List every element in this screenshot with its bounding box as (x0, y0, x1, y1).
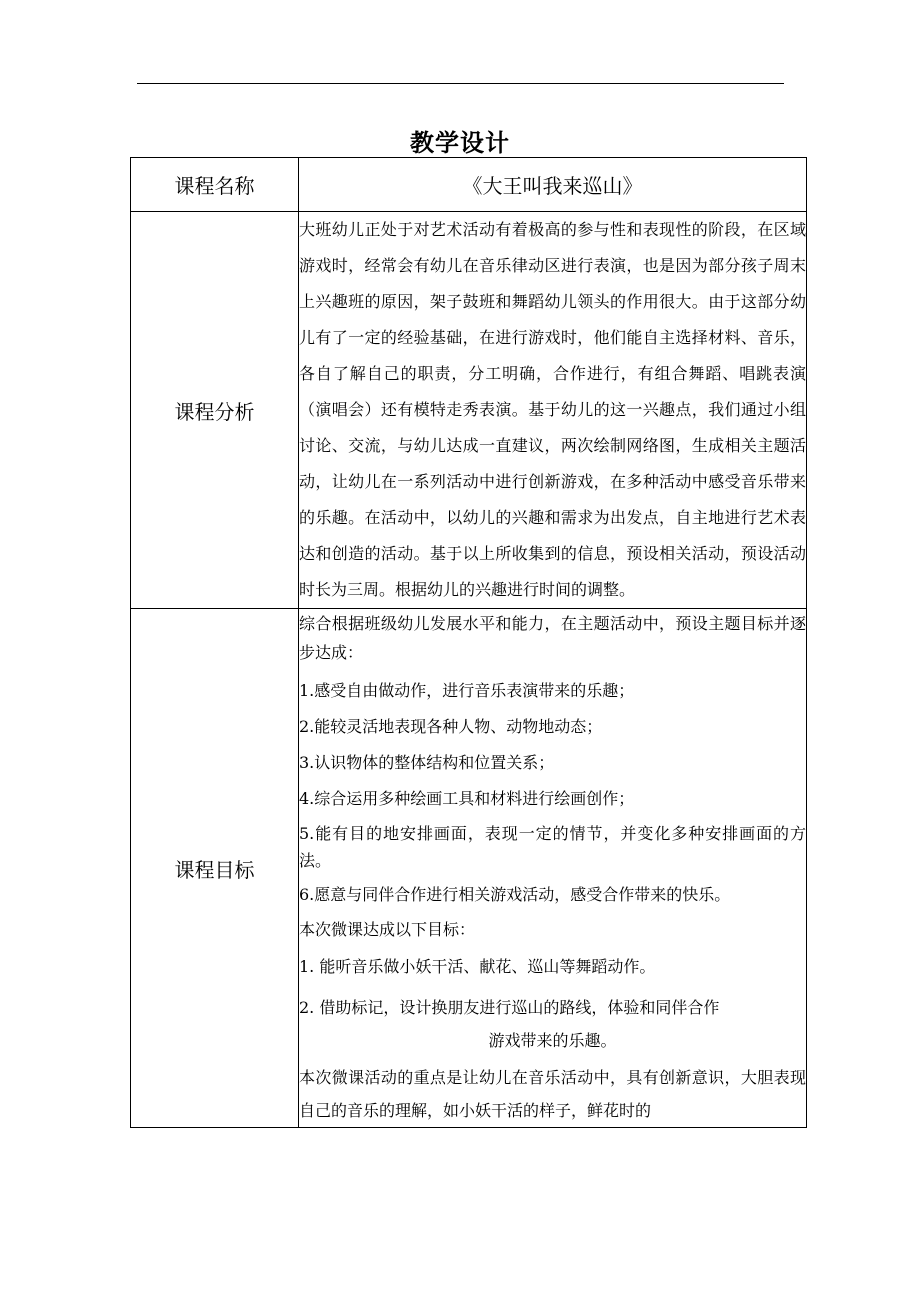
micro-goal-item (299, 987, 806, 1061)
course-name-label: 课程名称 (131, 158, 299, 212)
course-name-value: 《大王叫我来巡山》 (299, 158, 807, 212)
micro-goal-2-line-2: 游戏带来的乐趣。 (488, 1031, 617, 1050)
course-name-row (131, 158, 807, 212)
course-goals-cell (299, 609, 807, 1128)
course-analysis-text: 大班幼儿正处于对艺术活动有着极高的参与性和表现性的阶段，在区域游戏时，经常会有幼儿在音乐律动区进行表演，也是因为部分孩子周末上兴趣班的原因，架子鼓班和舞蹈幼儿领头的作用很大。由于这部分幼儿有了一定的经验基础，在进行游戏时，他们能自主选择材料、音乐，各自了解自己的职责，分工明确，合作进行，有组合舞蹈、唱跳表演（演唱会）还有模特走秀表演。基于幼儿的这一兴趣点，我们通过小组讨论、交流，与幼儿达成一直建议，两次绘制网络图，生成相关主题活动，让幼儿在一系列活动中进行创新游戏，在多种活动中感受音乐带来的乐趣。在活动中，以幼儿的兴趣和需求为出发点，自主地进行艺术表达和创造的活动。基于以上所收集到的信息，预设相关活动，预设活动时长为三周。根据幼儿的兴趣进行时间的调整。 (299, 220, 806, 599)
goal-item: 5.能有目的地安排画面，表现一定的情节，并变化多种安排画面的方法。 (299, 824, 806, 870)
micro-goal-2-line-1: 2. 借助标记，设计换朋友进行巡山的路线，体验和同伴合作 (299, 998, 720, 1017)
document-title: 教学设计 (410, 128, 510, 157)
course-goals-row (131, 609, 807, 1128)
goals-intro: 综合根据班级幼儿发展水平和能力，在主题活动中，预设主题目标并逐步达成： (299, 614, 806, 662)
course-goals-label: 课程目标 (131, 609, 299, 1128)
course-analysis-cell (299, 212, 807, 609)
goal-item: 2.能较灵活地表现各种人物、动物地动态； (299, 717, 603, 736)
goal-item: 3.认识物体的整体结构和位置关系； (299, 753, 555, 772)
goal-item: 1.感受自由做动作，进行音乐表演带来的乐趣； (299, 681, 635, 700)
course-analysis-row (131, 212, 807, 609)
teaching-design-table (130, 157, 807, 1128)
micro-lesson-focus: 本次微课活动的重点是让幼儿在音乐活动中，具有创新意识，大胆表现自己的音乐的理解，如小妖干活的样子，鲜花时的 (299, 1068, 806, 1120)
course-analysis-label: 课程分析 (131, 212, 299, 609)
goal-item: 4.综合运用多种绘画工具和材料进行绘画创作； (299, 789, 635, 808)
micro-goal-item: 1. 能听音乐做小妖干活、献花、巡山等舞蹈动作。 (299, 957, 656, 976)
micro-goals-intro: 本次微课达成以下目标： (299, 920, 476, 939)
goal-item: 6.愿意与同伴合作进行相关游戏活动，感受合作带来的快乐。 (299, 885, 731, 904)
header-rule (137, 83, 784, 84)
